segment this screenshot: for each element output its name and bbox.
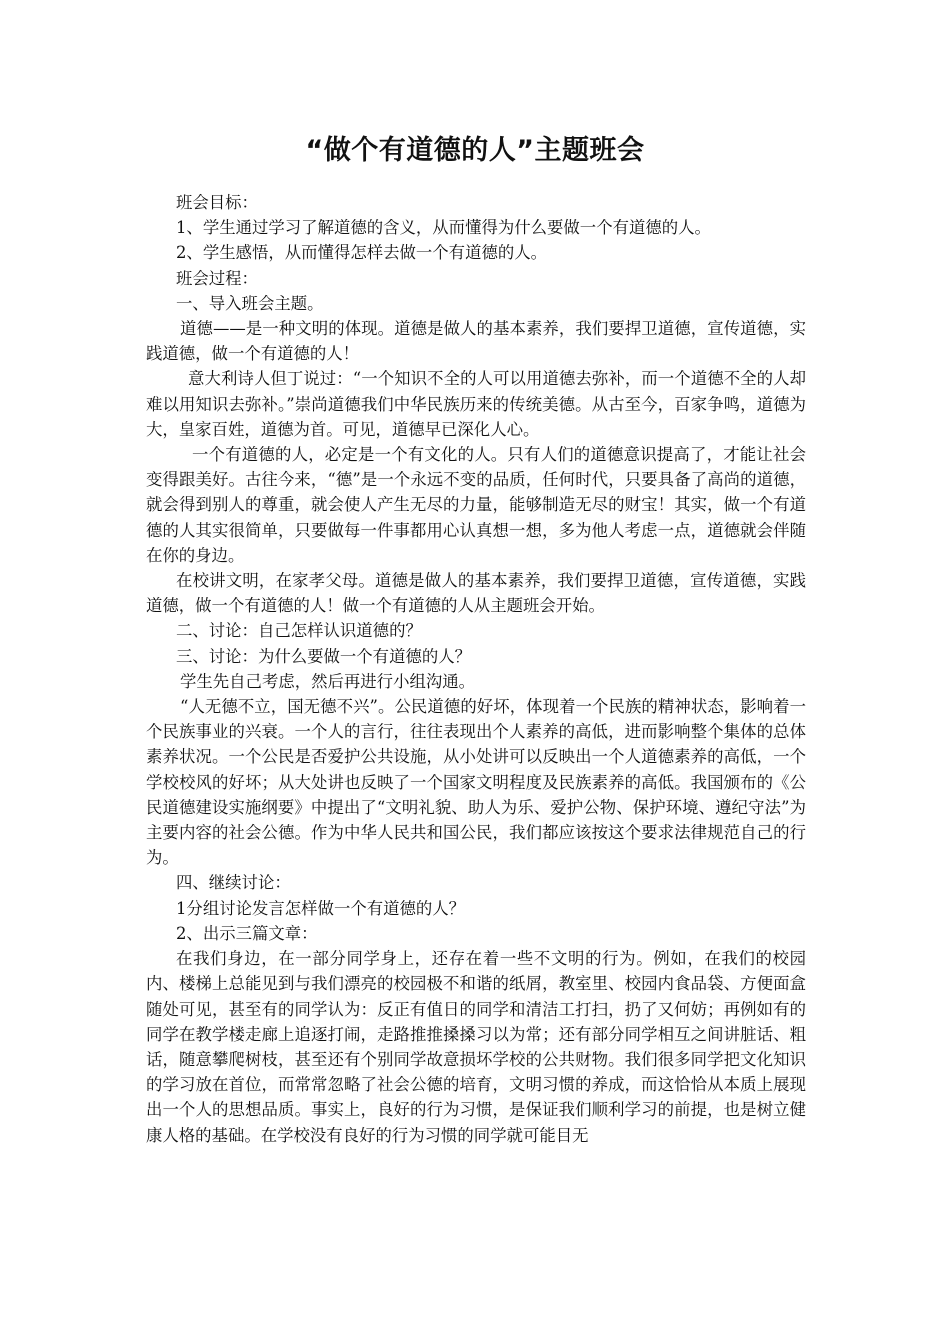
paragraph-group-discussion: 学生先自己考虑，然后再进行小组沟通。 xyxy=(180,671,476,691)
paragraph-dante-quote: 意大利诗人但丁说过：“一个知识不全的人可以用道德去弥补，而一个道德不全的人却难以用知识去弥补。”崇尚道德我们中华民族历来的传统美德。从古至今，百家争鸣，道德为大，皇家百姓，道德为首。可见，道德早已深化人心。 xyxy=(146,369,806,439)
paragraph-step-1: 1分组讨论发言怎样做一个有道德的人？ xyxy=(176,898,466,918)
paragraph-section-3: 三、讨论：为什么要做一个有道德的人？ xyxy=(176,646,472,666)
paragraph-goal-1: 1、学生通过学习了解道德的含义，从而懂得为什么要做一个有道德的人。 xyxy=(176,218,711,238)
paragraph-morality-definition: 道德——是一种文明的体现。道德是做人的基本素养，我们要捍卫道德，宣传道德，实践道德，做一个有道德的人！ xyxy=(146,319,806,364)
paragraph-section-2: 二、讨论：自己怎样认识道德的？ xyxy=(176,621,422,641)
paragraph-step-2: 2、出示三篇文章： xyxy=(176,923,318,943)
document-title: “做个有道德的人”主题班会 xyxy=(305,135,645,166)
paragraph-section-4: 四、继续讨论： xyxy=(176,873,291,893)
paragraph-section-1: 一、导入班会主题。 xyxy=(176,293,324,313)
paragraph-moral-person: 一个有道德的人，必定是一个有文化的人。只有人们的道德意识提高了，才能让社会变得跟美好。古往今来，“德”是一个永远不变的品质，任何时代，只要具备了高尚的道德，就会得到别人的尊重，就会使人产生无尽的力量，能够制造无尽的财宝！其实，做一个有道德的人其实很简单，只要做每一件事都用心认真想一想，多为他人考虑一点，道德就会伴随在你的身边。 xyxy=(146,445,806,565)
paragraph-uncivil-behavior: 在我们身边，在一部分同学身上，还存在着一些不文明的行为。例如，在我们的校园内、楼梯上总能见到与我们漂亮的校园极不和谐的纸屑，教室里、校园内食品袋、方便面盒随处可见，甚至有的同学认为：反正有值日的同学和清洁工打扫，扔了又何妨；再例如有的同学在教学楼走廊上追逐打闹，走路推推搡搡习以为常；还有部分同学相互之间讲脏话、粗话，随意攀爬树枝，甚至还有个别同学故意损坏学校的公共财物。我们很多同学把文化知识的学习放在首位，而常常忽略了社会公德的培育，文明习惯的养成，而这恰恰从本质上展现出一个人的思想品质。事实上，良好的行为习惯，是保证我们顺利学习的前提，也是树立健康人格的基础。在学校没有良好的行为习惯的同学就可能目无 xyxy=(146,949,806,1145)
paragraph-process-heading: 班会过程： xyxy=(176,268,258,288)
paragraph-citizen-morality: “人无德不立，国无德不兴”。公民道德的好坏，体现着一个民族的精神状态，影响着一个民族事业的兴衰。一个人的言行，往往表现出个人素养的高低，进而影响整个集体的总体素养状况。一个公民是否爱护公共设施，从小处讲可以反映出一个人道德素养的高低，一个学校校风的好坏；从大处讲也反映了一个国家文明程度及民族素养的高低。我国颁布的《公民道德建设实施纲要》中提出了“文明礼貌、助人为乐、爱护公物、保护环境、遵纪守法”为主要内容的社会公德。作为中华人民共和国公民，我们都应该按这个要求法律规范自己的行为。 xyxy=(146,697,806,868)
document-body xyxy=(146,190,806,1148)
paragraph-goal-heading: 班会目标： xyxy=(176,193,258,212)
paragraph-school-civility: 在校讲文明，在家孝父母。道德是做人的基本素养，我们要捍卫道德，宣传道德，实践道德，做一个有道德的人！做一个有道德的人从主题班会开始。 xyxy=(146,571,806,616)
paragraph-goal-2: 2、学生感悟，从而懂得怎样去做一个有道德的人。 xyxy=(176,243,548,263)
